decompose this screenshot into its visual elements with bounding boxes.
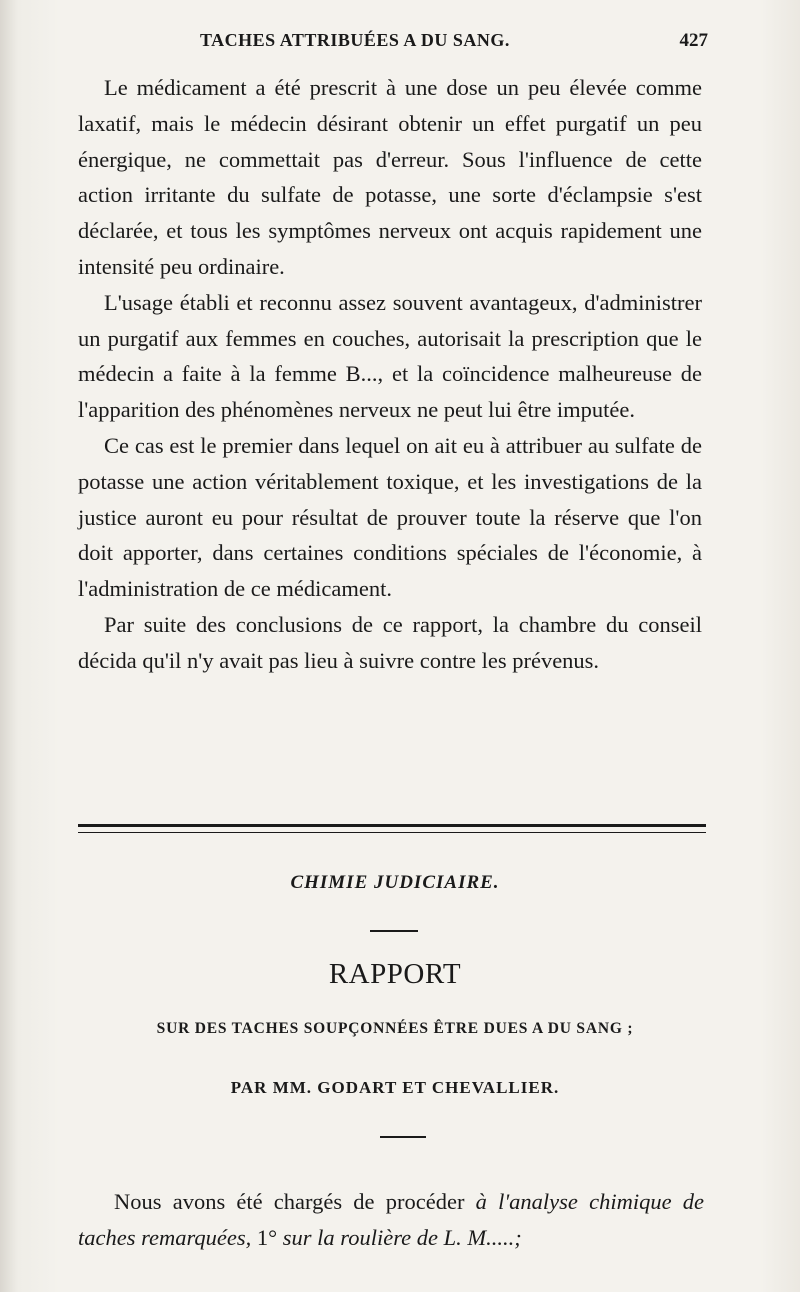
article-authors: PAR MM. GODART ET CHEVALLIER. <box>230 1078 560 1097</box>
opening-text: Nous avons été chargés de procéder <box>114 1189 476 1214</box>
opening-italic: sur la roulière de L. M.....; <box>277 1224 522 1250</box>
opening-italic: à l'analyse chimique de taches remarquées, <box>78 1189 704 1250</box>
paragraph: Par suite des conclusions de ce rapport, la chambre du conseil décida qu'il n'y avait pas lieu à suivre contre les prévenus. <box>78 611 702 673</box>
running-title: TACHES ATTRIBUÉES A DU SANG. <box>200 30 510 50</box>
section-heading: CHIMIE JUDICIAIRE. <box>290 872 500 893</box>
paragraph: Ce cas est le premier dans lequel on ait eu à attribuer au sulfate de potasse une action véritablement toxique, et les investigations de la justice auront eu pour résultat de prouver toute la réserve que l'on doit apporter, dans certaines conditions spéciales de l'économie, à l'administration de ce médicament. <box>78 432 702 602</box>
paragraph: Le médicament a été prescrit à une dose un peu élevée comme laxatif, mais le médecin désirant obtenir un effet purgatif un peu énergique, ne commettait pas d'erreur. Sous l'influence de cette action irritante du sulfate de potasse, une sorte d'éclampsie s'est déclarée, et tous les symptômes nerveux ont acquis rapidement une intensité peu ordinaire. <box>78 75 702 279</box>
article-title: RAPPORT <box>328 958 462 990</box>
section-divider <box>78 824 706 833</box>
opening-paragraph <box>78 1184 704 1256</box>
title-rule <box>370 930 418 932</box>
article-opening <box>78 1184 704 1256</box>
authors-rule <box>380 1136 426 1138</box>
page-number: 427 <box>679 30 708 51</box>
paragraph: L'usage établi et reconnu assez souvent avantageux, d'administrer un purgatif aux femmes en couches, autorisait la prescription que le médecin a faite à la femme B..., et la coïncidence malheureuse de l'apparition des phénomènes nerveux ne peut lui être imputée. <box>78 289 702 423</box>
body-text <box>78 70 702 679</box>
article-subtitle: SUR DES TACHES SOUPÇONNÉES ÊTRE DUES A DU SANG ; <box>156 1020 634 1037</box>
opening-ordinal: 1° <box>256 1224 278 1250</box>
